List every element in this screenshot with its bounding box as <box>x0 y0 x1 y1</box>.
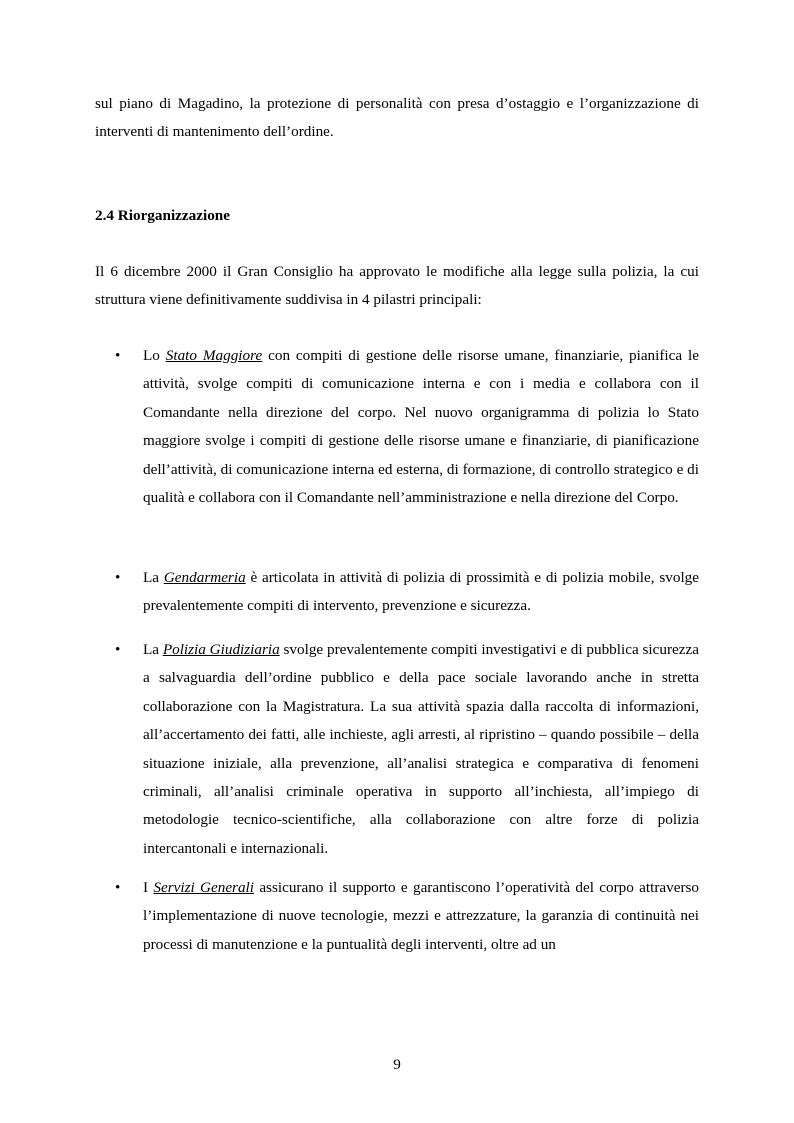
list-item-body: è articolata in attività di polizia di prossimità e di polizia mobile, svolge prevalentemente compiti di intervento, prevenzione e sicurezza. <box>143 569 699 615</box>
list-item-body: svolge prevalentemente compiti investigativi e di pubblica sicurezza a salvaguardia dell’ordine pubblico e della pace sociale lavorando anche in stretta collaborazione con la Magistratura. La sua attività spazia dalla raccolta di informazioni, all’accertamento dei fatti, alle inchieste, agli arresti, al ripristino – quando possibile – della situazione iniziale, alla prevenzione, all’analisi strategica e comparativa di fenomeni criminali, all’analisi criminale operativa in supporto all’inchiesta, all’impiego di metodologie tecnico-scientifiche, alla collaborazione con altre forze di polizia intercantonali e internazionali. <box>143 641 699 857</box>
list-item-prefix: La <box>143 569 164 586</box>
list-item <box>95 874 699 959</box>
bullet-marker: • <box>115 569 121 586</box>
list-item-term: Stato Maggiore <box>165 347 263 364</box>
list-item-text <box>143 564 699 621</box>
bullet-marker: • <box>115 879 121 896</box>
list-item-text <box>143 342 699 512</box>
bullet-marker: • <box>115 641 121 658</box>
list-item <box>95 342 699 512</box>
intro-paragraph: sul piano di Magadino, la protezione di personalità con presa d’ostaggio e l’organizzazione di interventi di mantenimento dell’ordine. <box>95 95 699 141</box>
list-item-prefix: Lo <box>143 347 166 364</box>
list-item-term: Polizia Giudiziaria <box>162 641 280 658</box>
list-item-body: con compiti di gestione delle risorse umane, finanziarie, pianifica le attività, svolge compiti di comunicazione interna e con i media e collabora con il Comandante nella direzione del corpo. Nel nuovo organigramma di polizia lo Stato maggiore svolge i compiti di gestione delle risorse umane e finanziarie, di pianificazione dell’attività, di comunicazione interna ed esterna, di formazione, di controllo strategico e di qualità e collabora con il Comandante nell’amministrazione e nella direzione del Corpo. <box>143 347 699 507</box>
list-item-body: assicurano il supporto e garantiscono l’operatività del corpo attraverso l’implementazione di nuove tecnologie, mezzi e attrezzature, la garanzia di continuità nei processi di manutenzione e la puntualità degli interventi, oltre ad un <box>143 879 700 953</box>
list-item-prefix: I <box>143 879 154 896</box>
list-item-term: Servizi Generali <box>153 879 255 896</box>
body-paragraph: Il 6 dicembre 2000 il Gran Consiglio ha approvato le modifiche alla legge sulla polizia, la cui struttura viene definitivamente suddivisa in 4 pilastri principali: <box>95 263 699 309</box>
list-item <box>95 636 699 863</box>
list-item-text <box>143 874 699 959</box>
bullet-marker: • <box>115 347 121 364</box>
page-number: 9 <box>393 1056 401 1073</box>
section-heading: 2.4 Riorganizzazione <box>95 207 230 224</box>
list-item-text <box>143 636 699 863</box>
list-item <box>95 564 699 621</box>
list-item-term: Gendarmeria <box>163 569 246 586</box>
list-item-prefix: La <box>143 641 163 658</box>
